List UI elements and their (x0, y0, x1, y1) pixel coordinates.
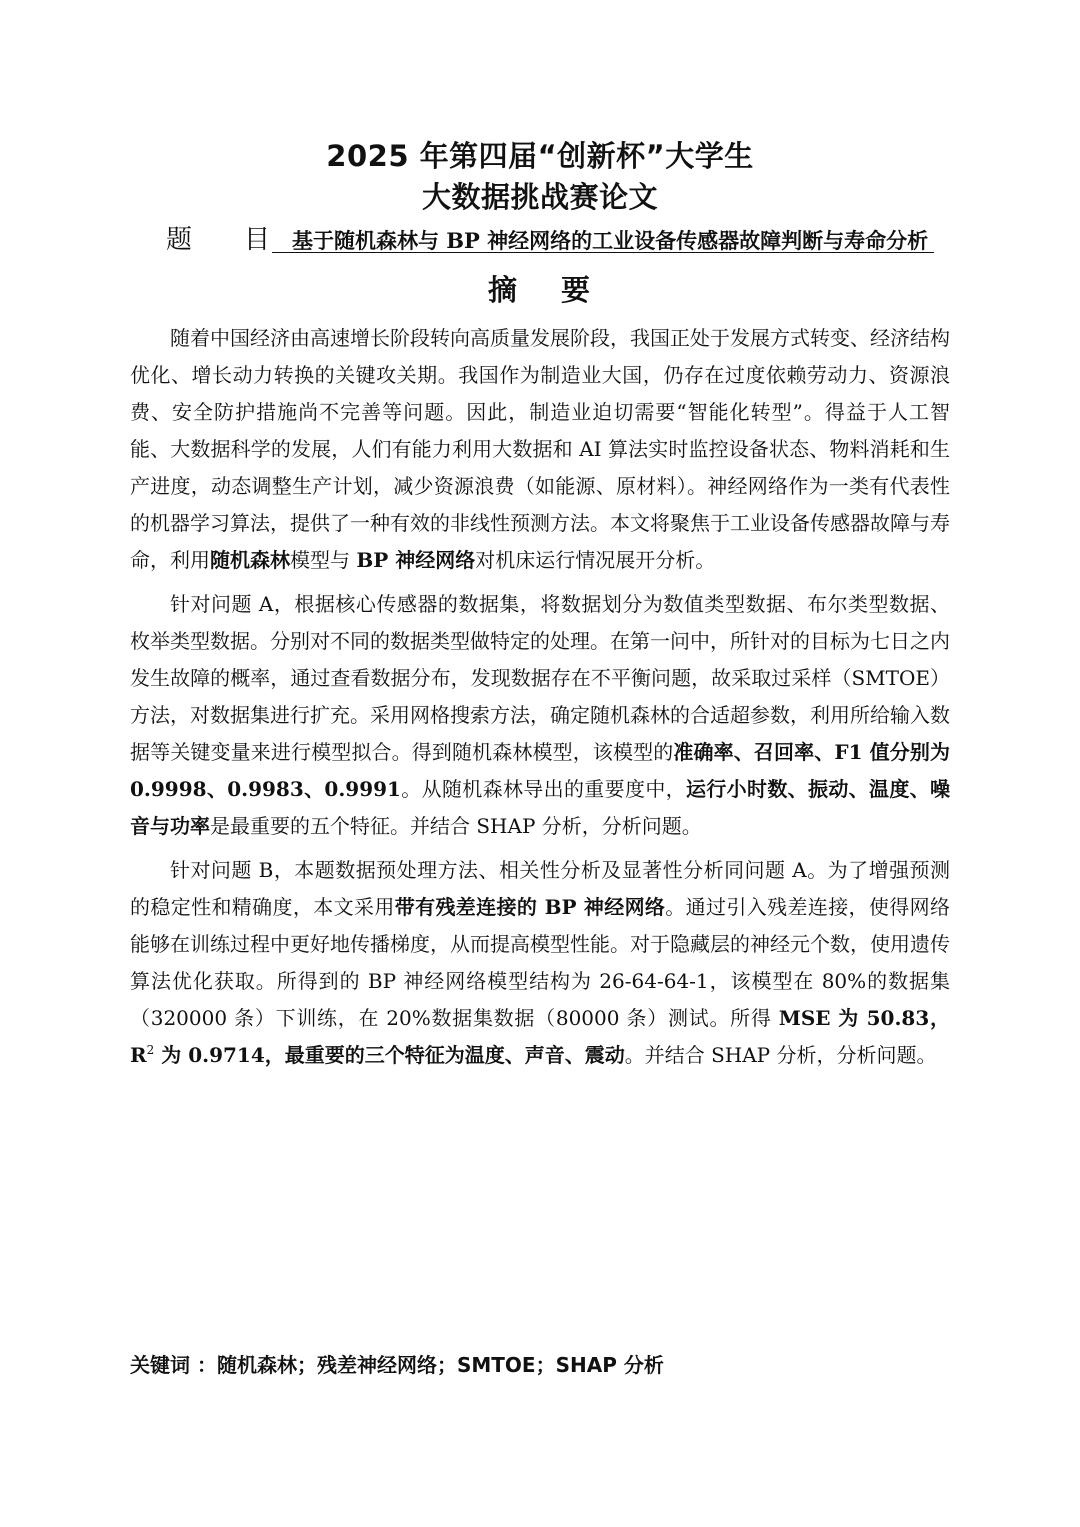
abstract-paragraph-1 (130, 320, 950, 579)
topic-label-char2: 目 (244, 225, 271, 255)
p1-text-d: 对机床运行情况展开分析。 (475, 548, 716, 572)
p2-text-c: 。从随机森林导出的重要度中， (400, 777, 686, 801)
abstract-title: 摘 要 (487, 273, 593, 307)
p2-text-d: 是最重要的五个特征。并结合 SHAP 分析，分析问题。 (210, 814, 702, 838)
paper-type-title: 大数据挑战赛论文 (421, 180, 658, 214)
abstract-body (130, 320, 950, 1081)
p3-bold-1: 带有残差连接的 BP 神经网络 (394, 895, 666, 919)
competition-title: 2025 年第四届“创新杯”大学生 (326, 139, 754, 173)
p2-text-a: 针对问题 A，根据核心传感器的数据集，将数据划分为数值类型数据、布尔类型数据、枚举类型数据。分别对不同的数据类型做特定的处理。在第一问中，所针对的目标为七日之内发生故障的概率，通过查看数据分布，发现数据存在不平衡问题，故采取过采样（SMTOE）方法，对数据集进行扩充。采用网格搜索方法，确定随机森林的合适超参数，利用所给输入数据等关键变量来进行模型拟合。得到随机森林模型，该模型的 (130, 592, 950, 764)
p3-bold-3: 为 0.9714，最重要的三个特征为温度、声音、震动 (154, 1043, 625, 1067)
p3-text-c: 。通过引入残差连接，使得网络能够在训练过程中更好地传播梯度，从而提高模型性能。对于隐藏层的神经元个数，使用遗传算法优化获取。所得到的 BP 神经网络模型结构为 26-64-64-1，该模型在 80%的数据集（320000 条）下训练，在 20%数据集数据（80000 条）测试。所得 (130, 895, 951, 1030)
keywords-line: 关键词 ：随机森林；残差神经网络；SMTOE；SHAP 分析 (130, 1353, 664, 1377)
p1-text-a: 随着中国经济由高速增长阶段转向高质量发展阶段，我国正处于发展方式转变、经济结构优化、增长动力转换的关键攻关期。我国作为制造业大国，仍存在过度依赖劳动力、资源浪费、安全防护措施尚不完善等问题。因此，制造业迫切需要“智能化转型”。得益于人工智能、大数据科学的发展，人们有能力利用大数据和 AI 算法实时监控设备状态、物料消耗和生产进度，动态调整生产计划，减少资源浪费（如能源、原材料）。神经网络作为一类有代表性的机器学习算法，提供了一种有效的非线性预测方法。本文将聚焦于工业设备传感器故障与寿命，利用 (130, 326, 950, 572)
p1-bold-2: BP 神经网络 (356, 548, 476, 572)
p1-text-c: 模型与 (290, 548, 357, 572)
topic-label-char1: 题 (166, 225, 193, 255)
abstract-paragraph-3 (130, 852, 950, 1074)
p2-bold-1: 准确率、召回率、F1 值分别为 0.9998、0.9983、0.9991 (130, 740, 951, 801)
topic-underline (272, 252, 934, 253)
p3-text-d: 。并结合 SHAP 分析，分析问题。 (624, 1043, 937, 1067)
abstract-paragraph-2 (130, 586, 950, 845)
p2-bold-2: 运行小时数、振动、温度、噪音与功率 (130, 777, 950, 838)
p3-text-a: 针对问题 B，本题数据预处理方法、相关性分析及显著性分析同问题 A。为了增强预测的稳定性和精确度，本文采用 (130, 858, 950, 919)
p3-bold-2: MSE 为 50.83，R (130, 1006, 950, 1067)
p1-bold-1: 随机森林 (210, 548, 290, 572)
topic-text: 基于随机森林与 BP 神经网络的工业设备传感器故障判断与寿命分析 (292, 228, 929, 253)
p3-superscript: 2 (146, 1043, 155, 1057)
